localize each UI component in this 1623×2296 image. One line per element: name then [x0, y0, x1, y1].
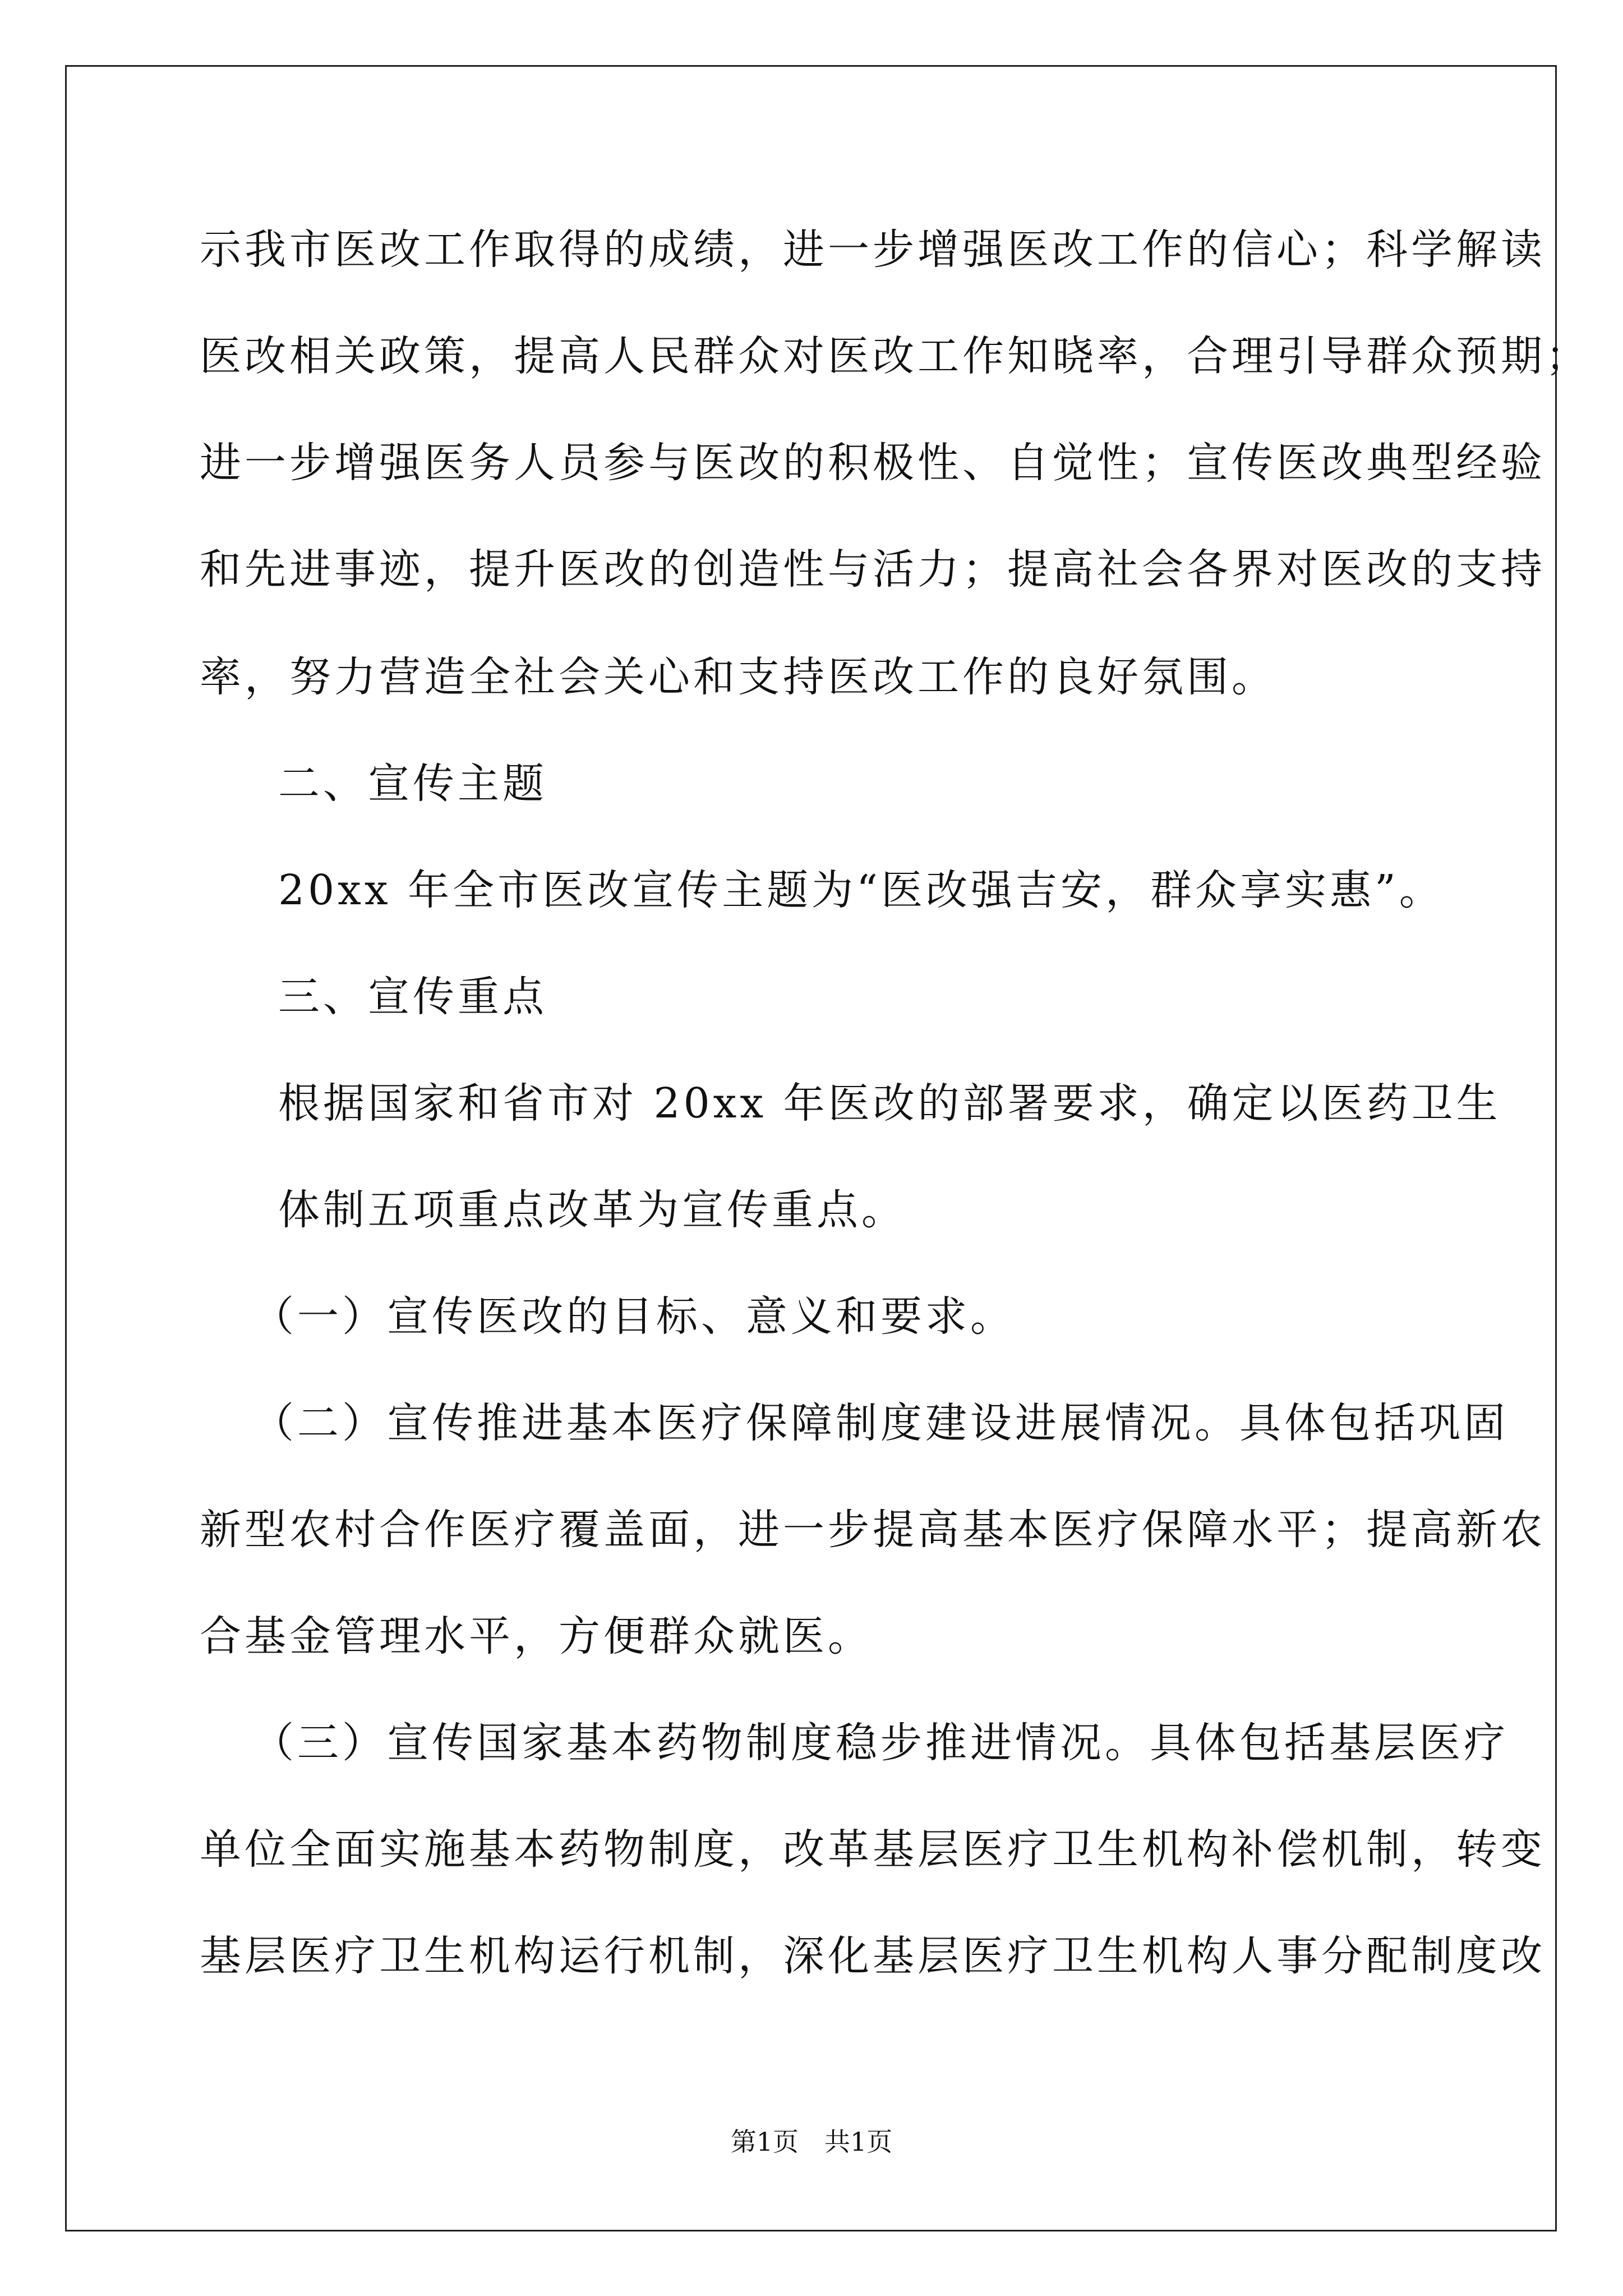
section-heading: 三、宣传重点 — [278, 973, 547, 1021]
text-line: 示我市医改工作取得的成绩，进一步增强医改工作的信心；科学解读 — [200, 226, 1546, 274]
page-number-footer: 第1页 共1页 — [730, 2127, 893, 2157]
text-line: 医改相关政策，提高人民群众对医改工作知晓率，合理引导群众预期； — [200, 332, 1590, 380]
list-item: （一）宣传医改的目标、意义和要求。 — [252, 1292, 1015, 1341]
text-line: 单位全面实施基本药物制度，改革基层医疗卫生机构补偿机制，转变 — [200, 1825, 1546, 1874]
text-line: 体制五项重点改革为宣传重点。 — [278, 1186, 906, 1234]
text-line: 合基金管理水平，方便群众就医。 — [200, 1612, 873, 1660]
section-heading: 二、宣传主题 — [278, 760, 547, 808]
text-line: 20xx 年全市医改宣传主题为“医改强吉安，群众享实惠”。 — [278, 866, 1444, 914]
text-line: 根据国家和省市对 20xx 年医改的部署要求，确定以医药卫生 — [278, 1079, 1501, 1128]
text-line: 率，努力营造全社会关心和支持医改工作的良好氛围。 — [200, 653, 1276, 701]
text-line: 基层医疗卫生机构运行机制，深化基层医疗卫生机构人事分配制度改 — [200, 1932, 1546, 1980]
page-border — [65, 65, 1557, 2231]
text-line: 进一步增强医务人员参与医改的积极性、自觉性；宣传医改典型经验 — [200, 439, 1546, 487]
text-line: 新型农村合作医疗覆盖面，进一步提高基本医疗保障水平；提高新农 — [200, 1506, 1546, 1554]
list-item: （三）宣传国家基本药物制度稳步推进情况。具体包括基层医疗 — [252, 1719, 1509, 1767]
text-line: 和先进事迹，提升医改的创造性与活力；提高社会各界对医改的支持 — [200, 545, 1546, 593]
list-item: （二）宣传推进基本医疗保障制度建设进展情况。具体包括巩固 — [252, 1399, 1509, 1447]
